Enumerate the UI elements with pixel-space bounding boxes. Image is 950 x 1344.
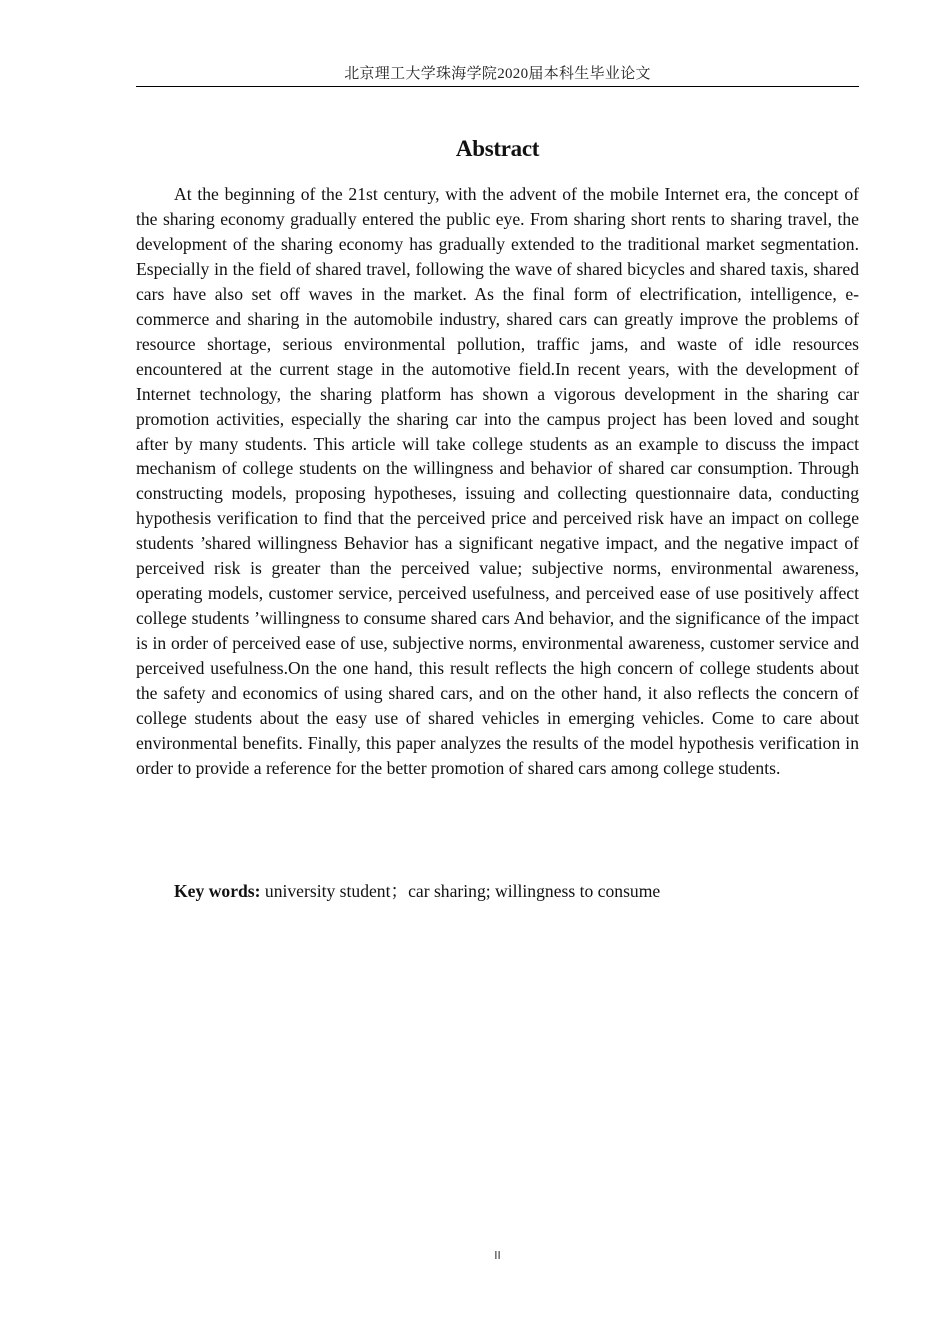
running-header: 北京理工大学珠海学院2020届本科生毕业论文 [344,66,651,82]
header-divider [136,86,859,87]
keywords-label: Key words: [174,881,261,901]
keywords-value: university student；car sharing; willingness to consume [264,881,661,901]
abstract-body: At the beginning of the 21st century, with the advent of the mobile Internet era, the concept of the sharing economy gradually entered the public eye. From sharing short rents to sharing travel, the development of the sharing economy has gradually extended to the traditional market segmentation. Especially in the field of shared travel, following the wave of shared bicycles and shared taxis, shared cars have also set off waves in the market. As the final form of electrification, intelligence, e-commerce and sharing in the automobile industry, shared cars can greatly improve the problems of resource shortage, serious environmental pollution, traffic jams, and waste of idle resources encountered at the current stage in the automotive field.In recent years, with the development of Internet technology, the sharing platform has shown a vigorous development in the sharing car promotion activities, especially the sharing car into the campus project has been loved and sought after by many students. This article will take college students as an example to discuss the impact mechanism of college students on the willingness and behavior of shared car consumption. Through constructing models, proposing hypotheses, issuing and collecting questionnaire data, conducting hypothesis verification to find that the perceived price and perceived risk have an impact on college students ’shared willingness Behavior has a significant negative impact, and the negative impact of perceived risk is greater than the perceived value; subjective norms, environmental awareness, operating models, customer service, perceived usefulness, and perceived ease of use positively affect college students ’willingness to consume shared cars And behavior, and the significance of the impact is in order of perceived ease of use, subjective norms, environmental awareness, customer service and perceived usefulness.On the one hand, this result reflects the high concern of college students about the safety and economics of using shared cars, and on the other hand, it also reflects the concern of college students about the easy use of shared vehicles in emerging vehicles. Come to care about environmental benefits. Finally, this paper analyzes the results of the model hypothesis verification in order to provide a reference for the better promotion of shared cars among college students. [136,184,859,778]
page-number: II [494,1249,501,1262]
abstract-title: Abstract [455,136,540,161]
keywords-line [174,879,859,904]
